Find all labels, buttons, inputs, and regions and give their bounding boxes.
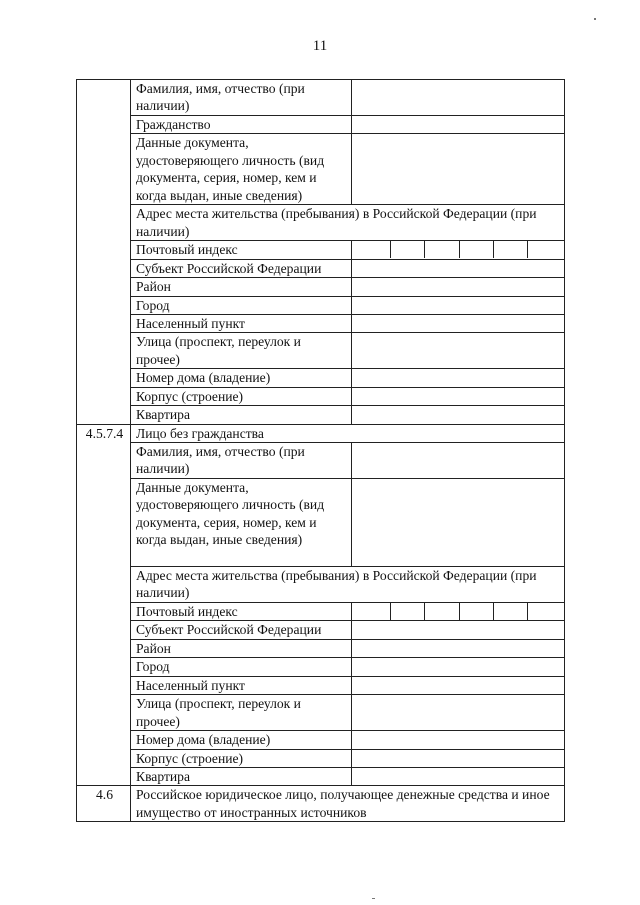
field-value-cell[interactable]	[352, 749, 565, 767]
field-label: Квартира	[131, 767, 352, 785]
table-row	[77, 134, 565, 205]
field-value-cell[interactable]	[352, 767, 565, 785]
table-row	[77, 658, 565, 676]
field-label: Субъект Российской Федерации	[131, 259, 352, 277]
section-title: Российское юридическое лицо, получающее денежные средства и иное имущество от иностранных источников	[131, 786, 565, 822]
table-row	[77, 749, 565, 767]
section-title: Лицо без гражданства	[131, 424, 565, 442]
field-label: Корпус (строение)	[131, 387, 352, 405]
field-value-cell[interactable]	[352, 333, 565, 369]
field-value-cell[interactable]	[352, 676, 565, 694]
table-row	[77, 116, 565, 134]
field-value-cell[interactable]	[352, 639, 565, 657]
table-row	[77, 567, 565, 603]
postal-code-cells[interactable]	[352, 603, 565, 621]
section-row	[77, 424, 565, 442]
table-row	[77, 767, 565, 785]
field-label: Город	[131, 296, 352, 314]
table-row	[77, 387, 565, 405]
field-label: Номер дома (владение)	[131, 731, 352, 749]
field-value-cell[interactable]	[352, 315, 565, 333]
field-label: Почтовый индекс	[131, 241, 352, 259]
field-label: Населенный пункт	[131, 676, 352, 694]
table-row	[77, 479, 565, 567]
field-label: Номер дома (владение)	[131, 369, 352, 387]
field-value-cell[interactable]	[352, 695, 565, 731]
field-value-cell[interactable]	[352, 443, 565, 479]
field-value-cell[interactable]	[352, 658, 565, 676]
field-label: Данные документа, удостоверяющего личность (вид документа, серия, номер, кем и когда выдан, иные сведения)	[131, 134, 352, 205]
section-row	[77, 786, 565, 822]
field-value-cell[interactable]	[352, 369, 565, 387]
field-label: Улица (проспект, переулок и прочее)	[131, 695, 352, 731]
field-label: Улица (проспект, переулок и прочее)	[131, 333, 352, 369]
field-label: Район	[131, 639, 352, 657]
table-row	[77, 333, 565, 369]
field-label: Квартира	[131, 406, 352, 424]
field-value-cell[interactable]	[352, 116, 565, 134]
table-row	[77, 241, 565, 259]
field-label: Город	[131, 658, 352, 676]
table-row	[77, 80, 565, 116]
page-number: 11	[312, 38, 328, 54]
field-value-cell[interactable]	[352, 731, 565, 749]
table-row	[77, 676, 565, 694]
field-label: Фамилия, имя, отчество (при наличии)	[131, 443, 352, 479]
table-row	[77, 621, 565, 639]
field-label: Данные документа, удостоверяющего личность (вид документа, серия, номер, кем и когда выдан, иные сведения)	[131, 479, 352, 567]
field-label: Субъект Российской Федерации	[131, 621, 352, 639]
field-label: Гражданство	[131, 116, 352, 134]
table-row	[77, 443, 565, 479]
postal-code-cells[interactable]	[352, 241, 565, 259]
table-row	[77, 731, 565, 749]
field-label: Корпус (строение)	[131, 749, 352, 767]
form-table	[76, 79, 565, 822]
section-number: 4.5.7.4	[77, 424, 131, 786]
field-value-cell[interactable]	[352, 278, 565, 296]
field-label: Район	[131, 278, 352, 296]
field-value-cell[interactable]	[352, 80, 565, 116]
address-header: Адрес места жительства (пребывания) в Российской Федерации (при наличии)	[131, 567, 565, 603]
field-label: Почтовый индекс	[131, 603, 352, 621]
table-row	[77, 278, 565, 296]
scan-speck	[372, 898, 375, 899]
field-label: Населенный пункт	[131, 315, 352, 333]
table-row	[77, 369, 565, 387]
table-row	[77, 259, 565, 277]
field-value-cell[interactable]	[352, 296, 565, 314]
field-value-cell[interactable]	[352, 134, 565, 205]
field-value-cell[interactable]	[352, 479, 565, 567]
section-number: 4.6	[77, 786, 131, 822]
field-value-cell[interactable]	[352, 259, 565, 277]
field-value-cell[interactable]	[352, 387, 565, 405]
address-header: Адрес места жительства (пребывания) в Российской Федерации (при наличии)	[131, 205, 565, 241]
scan-speck	[594, 18, 596, 20]
field-value-cell[interactable]	[352, 621, 565, 639]
table-row	[77, 639, 565, 657]
field-value-cell[interactable]	[352, 406, 565, 424]
table-row	[77, 695, 565, 731]
table-row	[77, 603, 565, 621]
table-row	[77, 315, 565, 333]
table-row	[77, 205, 565, 241]
table-row	[77, 406, 565, 424]
table-row	[77, 296, 565, 314]
section-number-cell	[77, 80, 131, 425]
field-label: Фамилия, имя, отчество (при наличии)	[131, 80, 352, 116]
